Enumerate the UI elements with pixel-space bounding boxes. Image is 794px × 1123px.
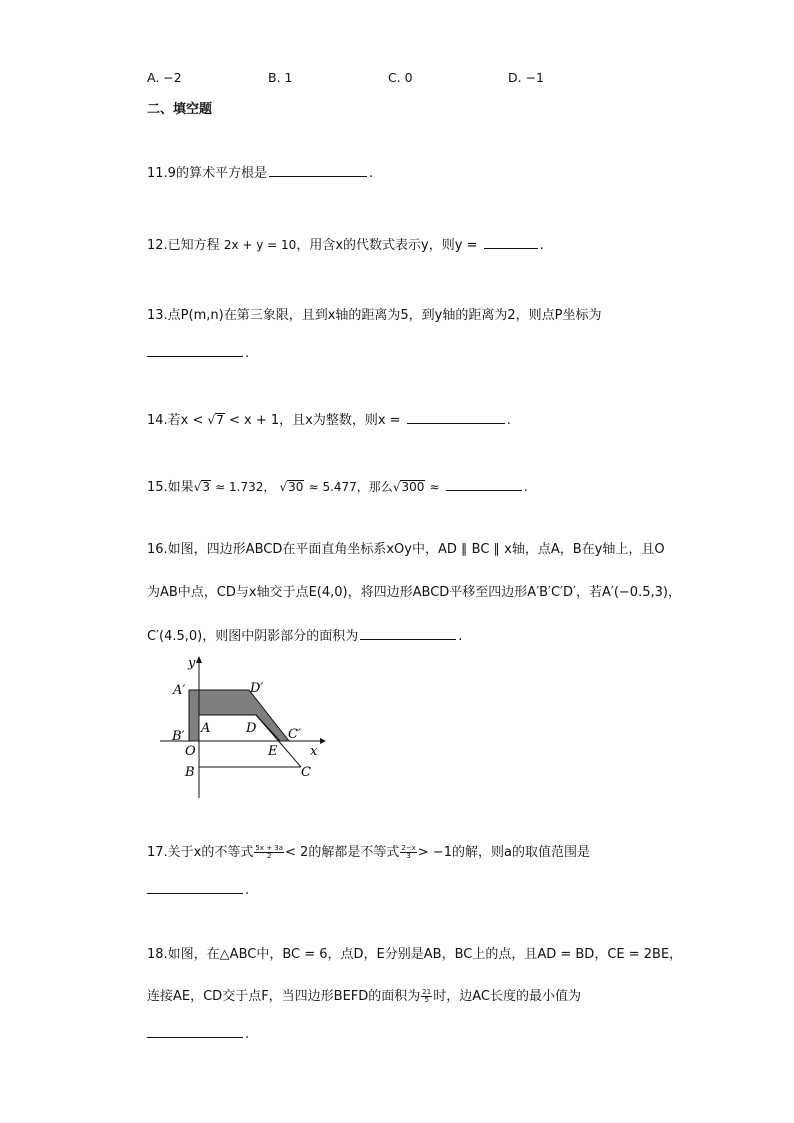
y-axis-arrow (196, 656, 202, 663)
question-16-end: . (458, 629, 463, 644)
question-11-end: . (368, 166, 374, 181)
x-axis-arrow (320, 738, 326, 744)
question-18-prefix: 连接AE，CD交于点F，当四边形BEFD的面积为 (147, 989, 421, 1004)
question-16-line-2: 为AB中点，CD与x轴交于点E(4,0)，将四边形ABCD平移至四边形A′B′C′D′，若A′(−0.5,3)， (147, 585, 681, 600)
value-3: ≈ (429, 480, 440, 494)
section-title: 二、填空题 (147, 102, 213, 117)
sqrt-7: 7 (216, 413, 224, 427)
question-16-line-3 (147, 626, 462, 646)
label-c: C (301, 765, 311, 780)
question-15-end: . (523, 480, 528, 495)
value-1: ≈ 1.732， (215, 480, 276, 494)
question-11 (147, 163, 373, 183)
answer-blank-15[interactable] (446, 477, 522, 491)
label-x: x (310, 744, 318, 759)
question-17-text: > −1的解，则a的取值范围是 (417, 845, 590, 860)
answer-blank-18[interactable] (147, 1024, 243, 1038)
question-12-text: ，用含x的代数式表示y，则y = (296, 238, 478, 253)
question-13-answer-line (147, 343, 249, 363)
question-15-prefix: 15.如果 (147, 480, 194, 495)
option-b: B. 1 (268, 70, 293, 85)
fraction-3-denominator: 5 (424, 996, 429, 1004)
sqrt-30: 30 (288, 480, 304, 494)
fraction-2-denominator: 3 (406, 852, 411, 860)
question-17-prefix: 17.关于x的不等式 (147, 845, 254, 860)
question-12-equation: 2x + y = 10 (223, 238, 297, 252)
answer-blank-11[interactable] (269, 163, 367, 177)
sqrt-300: 300 (401, 480, 425, 494)
fraction-3 (421, 989, 432, 1004)
question-16-text: C′(4.5,0)，则图中阴影部分的面积为 (147, 629, 359, 644)
label-a-prime: A′ (173, 683, 186, 698)
label-b-prime: B′ (172, 729, 185, 744)
label-d: D (246, 721, 257, 736)
question-13 (147, 307, 601, 325)
question-17-answer-line (147, 880, 249, 900)
question-14-prefix: 14.若x < (147, 413, 204, 428)
sqrt-3: 3 (202, 480, 210, 494)
fraction-1 (254, 845, 284, 860)
question-16-line-1: 16.如图，四边形ABCD在平面直角坐标系xOy中，AD ∥ BC ∥ x轴，点A，B在y轴上，且O (147, 542, 665, 557)
label-d-prime: D′ (250, 681, 264, 696)
fraction-3-numerator: 21 (422, 988, 432, 996)
question-12-end: . (539, 238, 544, 253)
question-17 (147, 844, 590, 862)
question-17-middle: < 2的解都是不等式 (285, 845, 400, 860)
question-13-end: . (245, 346, 250, 361)
coordinate-figure (160, 652, 330, 800)
label-e: E (268, 744, 278, 759)
question-14-text: < x + 1，且x为整数，则x = (228, 413, 401, 428)
question-18-end: . (245, 1027, 250, 1042)
option-a: A. −2 (147, 70, 182, 85)
question-17-end: . (245, 883, 250, 898)
value-2: ≈ 5.477，那么 (308, 480, 393, 494)
label-b: B (185, 765, 195, 780)
question-11-text: 11.9的算术平方根是 (147, 166, 267, 181)
label-c-prime: C′ (288, 727, 301, 742)
fraction-2-numerator: 2−x (401, 844, 416, 852)
fraction-1-denominator: 2 (266, 852, 272, 860)
question-12-prefix: 12.已知方程 (147, 238, 220, 253)
question-18-answer-line (147, 1024, 249, 1044)
fraction-1-numerator: 5x + 3a (255, 844, 284, 852)
answer-blank-16[interactable] (360, 626, 456, 640)
label-y: y (188, 656, 196, 671)
question-18-line-1: 18.如图，在△ABC中，BC = 6，点D，E分别是AB，BC上的点，且AD = BD，CE = 2BE， (147, 947, 683, 962)
question-14-end: . (506, 413, 511, 428)
label-a: A (201, 721, 211, 736)
question-18-line-2 (147, 988, 581, 1006)
question-13-text: 13.点P(m,n)在第三象限，且到x轴的距离为5，到y轴的距离为2，则点P坐标为 (147, 308, 602, 323)
answer-blank-13[interactable] (147, 343, 243, 357)
question-18-text: 时，边AC长度的最小值为 (433, 989, 581, 1004)
answer-blank-17[interactable] (147, 880, 243, 894)
answer-blank-14[interactable] (407, 410, 505, 424)
answer-blank-12[interactable] (484, 235, 538, 249)
option-d: D. −1 (508, 70, 544, 85)
label-o: O (185, 744, 196, 759)
question-14: 14.若x < √7 < x + 1，且x为整数，则x = . (147, 410, 511, 430)
question-15: 15.如果√3 ≈ 1.732， √30 ≈ 5.477，那么√300 ≈ . (147, 477, 528, 497)
fraction-2 (400, 845, 416, 860)
option-c: C. 0 (388, 70, 413, 85)
question-12 (147, 235, 544, 255)
